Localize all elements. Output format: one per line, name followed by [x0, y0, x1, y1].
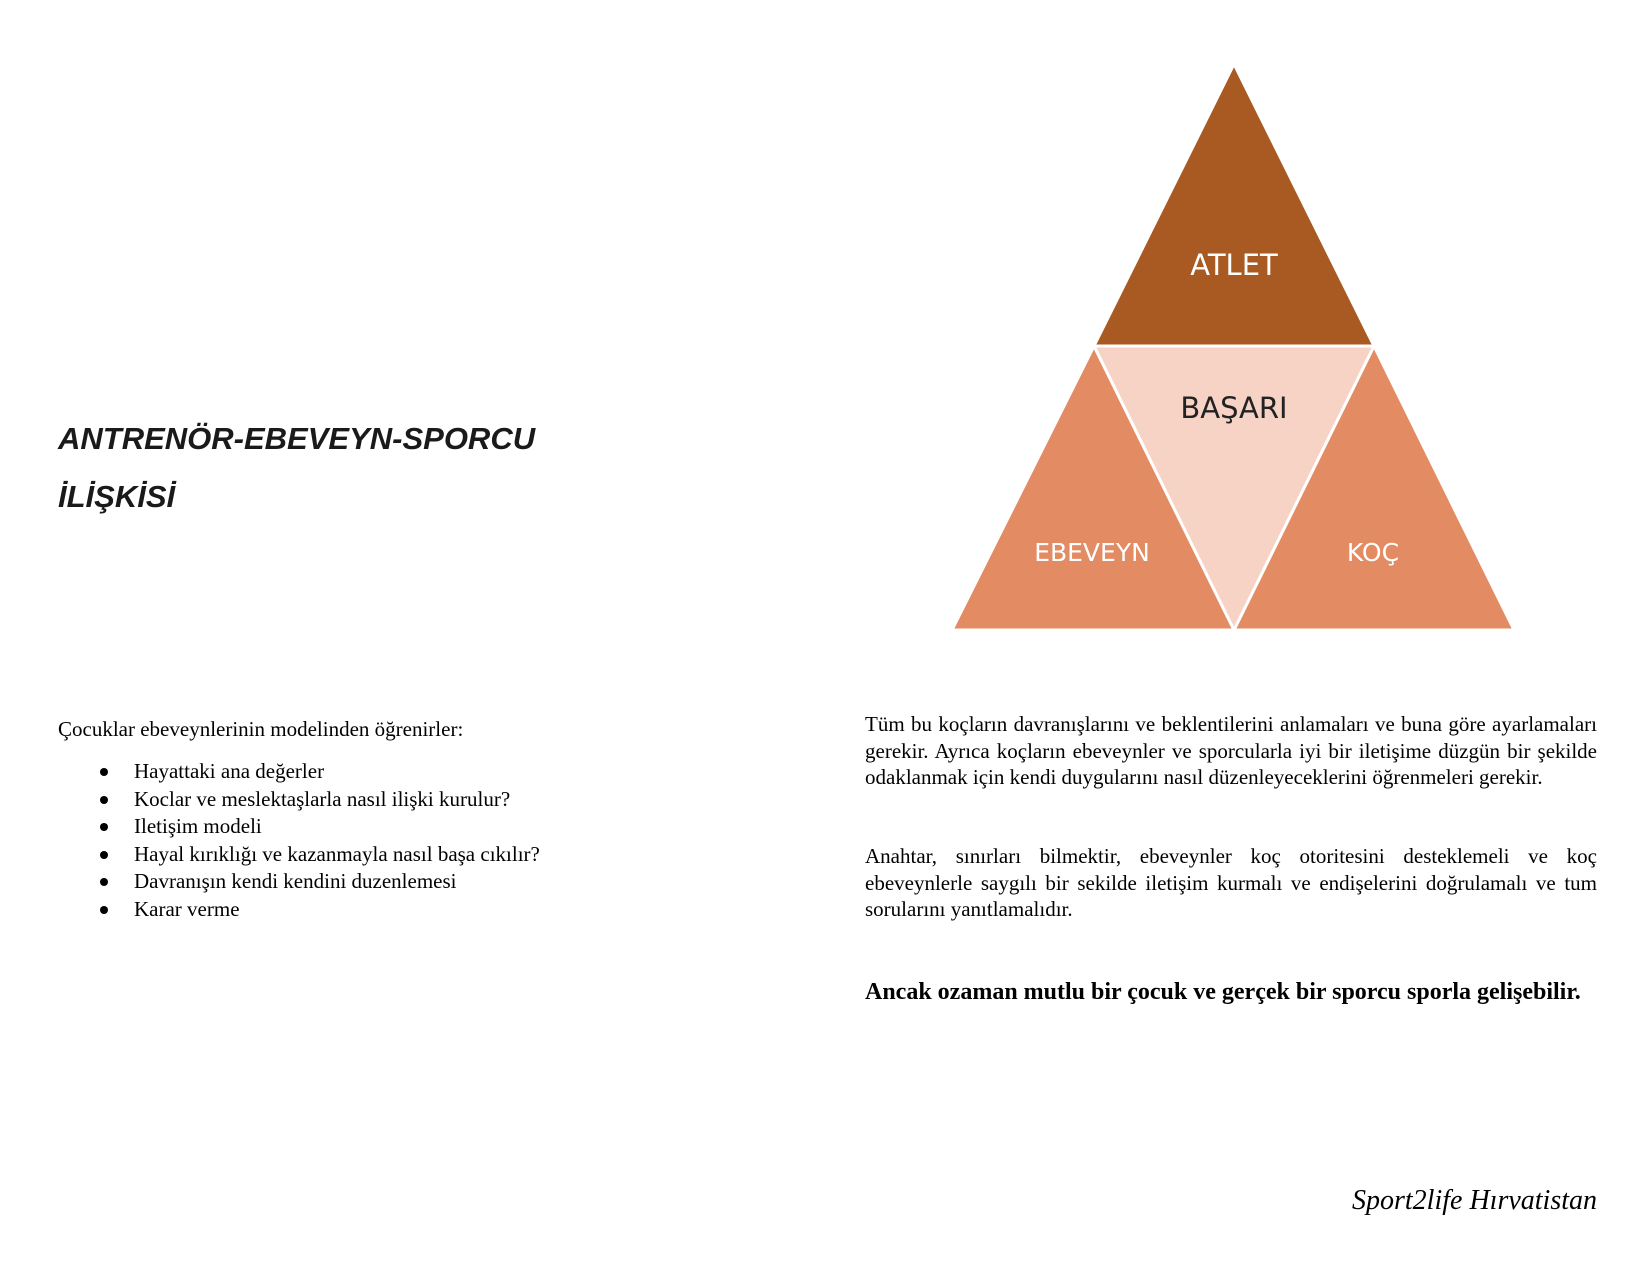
paragraph-coach-behaviour: Tüm bu koçların davranışlarını ve beklentilerini anlamaları ve buna göre ayarlamaları gerekir. Ayrıca koçların ebeveynler ve sporcularla iyi bir iletişime düzgün bir şekilde odaklanmak için kendi duygularını nasıl düzenleyeceklerini öğrenmeleri gerekir. — [865, 712, 1597, 789]
bullet-list — [100, 758, 540, 923]
list-item-text: Iletişim modeli — [134, 814, 262, 838]
label-athlete: ATLET — [1190, 248, 1278, 282]
success-triangle-diagram — [940, 55, 1520, 655]
list-item-text: Koclar ve meslektaşlarla nasıl ilişki kurulur? — [134, 786, 511, 811]
bullet-icon — [100, 851, 108, 859]
label-parent: EBEVEYN — [1034, 538, 1150, 567]
bullet-icon — [100, 768, 108, 776]
list-item — [100, 786, 540, 814]
list-item-text: Hayattaki ana değerler — [134, 759, 325, 783]
list-item-text: Davranışın kendi kendini duzenlemesi — [134, 869, 457, 893]
page-title — [58, 410, 618, 526]
list-item — [100, 868, 540, 896]
triangle-athlete — [1094, 64, 1374, 346]
bullet-icon — [100, 796, 108, 804]
conclusion-text: Ancak ozaman mutlu bir çocuk ve gerçek bir sporcu sporla gelişebilir. — [865, 979, 1581, 1005]
paragraph-boundaries: Anahtar, sınırları bilmektir, ebeveynler koç otoritesini desteklemeli ve koç ebeveynlerle saygılı bir sekilde iletişim kurmalı ve endişelerini doğrulamalı ve tum sorularını yanıtlamalıdır. — [865, 844, 1597, 921]
label-coach: KOÇ — [1346, 538, 1400, 567]
bullet-icon — [100, 906, 108, 914]
label-success: BAŞARI — [1180, 391, 1288, 425]
list-item — [100, 896, 540, 924]
signature: Sport2life Hırvatistan — [1352, 1185, 1597, 1216]
title-line-1: ANTRENÖR-EBEVEYN-SPORCU — [58, 421, 536, 456]
bullet-icon — [100, 878, 108, 886]
list-item — [100, 758, 540, 786]
list-item — [100, 813, 540, 841]
intro-text: Çocuklar ebeveynlerinin modelinden öğrenirler: — [58, 717, 464, 741]
title-line-2: İLİŞKİSİ — [58, 479, 176, 514]
list-item — [100, 841, 540, 869]
list-item-text: Hayal kırıklığı ve kazanmayla nasıl başa cıkılır? — [134, 841, 540, 866]
bullet-icon — [100, 823, 108, 831]
list-item-text: Karar verme — [134, 896, 240, 921]
